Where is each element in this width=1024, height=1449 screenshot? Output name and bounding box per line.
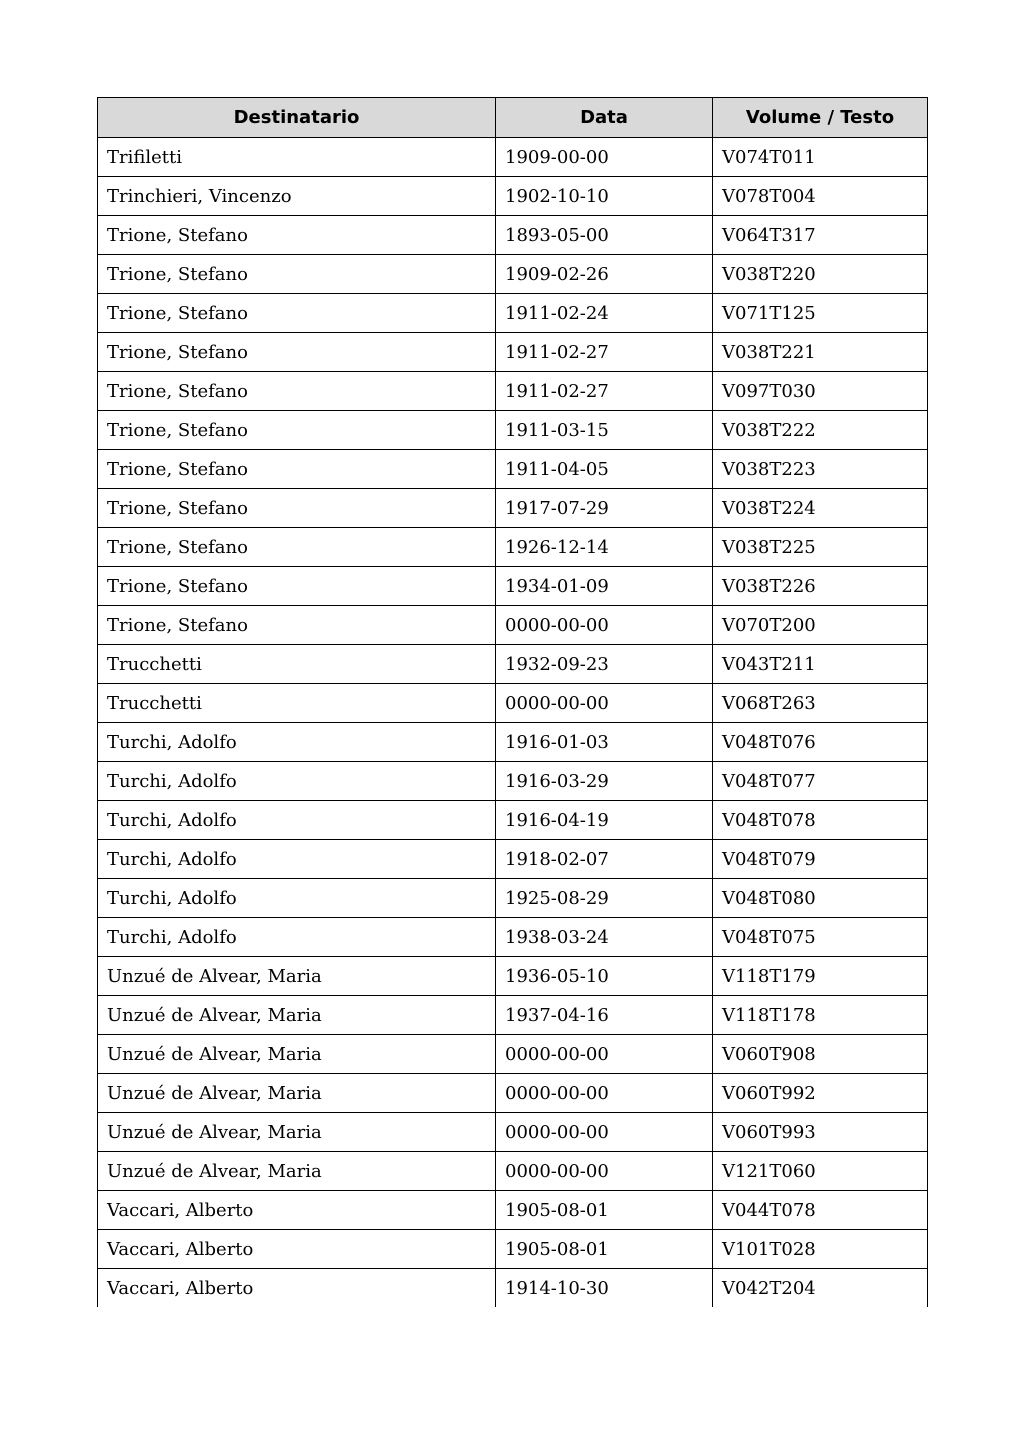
cell-data: 1925-08-29 [496,879,713,918]
table-row [98,489,928,528]
table-row [98,1074,928,1113]
cell-destinatario: Vaccari, Alberto [98,1269,496,1308]
cell-destinatario: Trione, Stefano [98,255,496,294]
cell-volume-testo: V038T224 [713,489,928,528]
cell-data: 1911-03-15 [496,411,713,450]
cell-data: 0000-00-00 [496,1152,713,1191]
cell-destinatario: Unzué de Alvear, Maria [98,1113,496,1152]
table-row [98,957,928,996]
cell-destinatario: Trione, Stefano [98,606,496,645]
cell-destinatario: Turchi, Adolfo [98,879,496,918]
table-row [98,996,928,1035]
cell-destinatario: Unzué de Alvear, Maria [98,1074,496,1113]
cell-volume-testo: V068T263 [713,684,928,723]
cell-data: 1932-09-23 [496,645,713,684]
cell-destinatario: Unzué de Alvear, Maria [98,1152,496,1191]
cell-destinatario: Turchi, Adolfo [98,801,496,840]
header-data: Data [496,98,713,138]
cell-volume-testo: V118T179 [713,957,928,996]
table-row [98,138,928,177]
cell-destinatario: Trione, Stefano [98,333,496,372]
cell-destinatario: Vaccari, Alberto [98,1191,496,1230]
cell-volume-testo: V101T028 [713,1230,928,1269]
cell-volume-testo: V060T908 [713,1035,928,1074]
table-row [98,1269,928,1308]
cell-volume-testo: V048T080 [713,879,928,918]
cell-data: 1937-04-16 [496,996,713,1035]
cell-destinatario: Trinchieri, Vincenzo [98,177,496,216]
cell-destinatario: Trione, Stefano [98,450,496,489]
table-row [98,216,928,255]
table-row [98,1035,928,1074]
cell-destinatario: Vaccari, Alberto [98,1230,496,1269]
table-row [98,1230,928,1269]
cell-data: 0000-00-00 [496,1035,713,1074]
cell-volume-testo: V048T077 [713,762,928,801]
table-row [98,567,928,606]
table-header [98,98,928,138]
cell-data: 1905-08-01 [496,1191,713,1230]
table-row [98,1191,928,1230]
cell-volume-testo: V060T993 [713,1113,928,1152]
cell-volume-testo: V048T078 [713,801,928,840]
cell-data: 1918-02-07 [496,840,713,879]
table-body [98,138,928,1308]
cell-data: 1902-10-10 [496,177,713,216]
cell-destinatario: Trione, Stefano [98,528,496,567]
cell-volume-testo: V043T211 [713,645,928,684]
cell-data: 1916-01-03 [496,723,713,762]
cell-volume-testo: V038T222 [713,411,928,450]
cell-destinatario: Trione, Stefano [98,411,496,450]
cell-destinatario: Trione, Stefano [98,294,496,333]
cell-volume-testo: V048T079 [713,840,928,879]
table-row [98,879,928,918]
cell-volume-testo: V044T078 [713,1191,928,1230]
header-destinatario: Destinatario [98,98,496,138]
cell-volume-testo: V071T125 [713,294,928,333]
table-row [98,801,928,840]
table-row [98,333,928,372]
cell-destinatario: Unzué de Alvear, Maria [98,957,496,996]
cell-destinatario: Turchi, Adolfo [98,723,496,762]
cell-data: 1916-04-19 [496,801,713,840]
cell-volume-testo: V048T076 [713,723,928,762]
table-row [98,1113,928,1152]
cell-data: 0000-00-00 [496,1113,713,1152]
cell-data: 1917-07-29 [496,489,713,528]
cell-destinatario: Turchi, Adolfo [98,918,496,957]
table-row [98,684,928,723]
table-row [98,840,928,879]
cell-volume-testo: V048T075 [713,918,928,957]
cell-volume-testo: V118T178 [713,996,928,1035]
cell-data: 1936-05-10 [496,957,713,996]
cell-destinatario: Trione, Stefano [98,372,496,411]
cell-destinatario: Trione, Stefano [98,489,496,528]
table-row [98,177,928,216]
cell-volume-testo: V070T200 [713,606,928,645]
cell-volume-testo: V038T226 [713,567,928,606]
cell-destinatario: Turchi, Adolfo [98,840,496,879]
cell-destinatario: Trione, Stefano [98,216,496,255]
cell-data: 1911-02-27 [496,372,713,411]
cell-data: 1911-02-24 [496,294,713,333]
table-row [98,723,928,762]
cell-data: 0000-00-00 [496,684,713,723]
header-row [98,98,928,138]
cell-volume-testo: V074T011 [713,138,928,177]
cell-destinatario: Unzué de Alvear, Maria [98,1035,496,1074]
letters-table [97,97,928,1307]
cell-volume-testo: V097T030 [713,372,928,411]
table-row [98,918,928,957]
cell-data: 0000-00-00 [496,1074,713,1113]
cell-data: 1909-00-00 [496,138,713,177]
table-row [98,450,928,489]
header-volume-testo: Volume / Testo [713,98,928,138]
table-row [98,645,928,684]
cell-destinatario: Trucchetti [98,645,496,684]
table-row [98,606,928,645]
cell-volume-testo: V121T060 [713,1152,928,1191]
table-row [98,528,928,567]
cell-volume-testo: V038T221 [713,333,928,372]
cell-data: 1916-03-29 [496,762,713,801]
table-row [98,411,928,450]
table-row [98,372,928,411]
cell-destinatario: Trione, Stefano [98,567,496,606]
cell-data: 1909-02-26 [496,255,713,294]
table-row [98,255,928,294]
cell-data: 1893-05-00 [496,216,713,255]
cell-volume-testo: V042T204 [713,1269,928,1308]
table-row [98,1152,928,1191]
cell-data: 1905-08-01 [496,1230,713,1269]
cell-volume-testo: V038T223 [713,450,928,489]
cell-volume-testo: V064T317 [713,216,928,255]
cell-data: 1911-04-05 [496,450,713,489]
cell-destinatario: Turchi, Adolfo [98,762,496,801]
cell-volume-testo: V078T004 [713,177,928,216]
table-row [98,762,928,801]
cell-destinatario: Unzué de Alvear, Maria [98,996,496,1035]
table-row [98,294,928,333]
cell-data: 1914-10-30 [496,1269,713,1308]
cell-destinatario: Trifiletti [98,138,496,177]
cell-data: 1911-02-27 [496,333,713,372]
cell-data: 1926-12-14 [496,528,713,567]
cell-destinatario: Trucchetti [98,684,496,723]
cell-volume-testo: V038T225 [713,528,928,567]
cell-volume-testo: V038T220 [713,255,928,294]
letters-table-container [97,97,927,1307]
cell-data: 1938-03-24 [496,918,713,957]
cell-volume-testo: V060T992 [713,1074,928,1113]
cell-data: 0000-00-00 [496,606,713,645]
cell-data: 1934-01-09 [496,567,713,606]
